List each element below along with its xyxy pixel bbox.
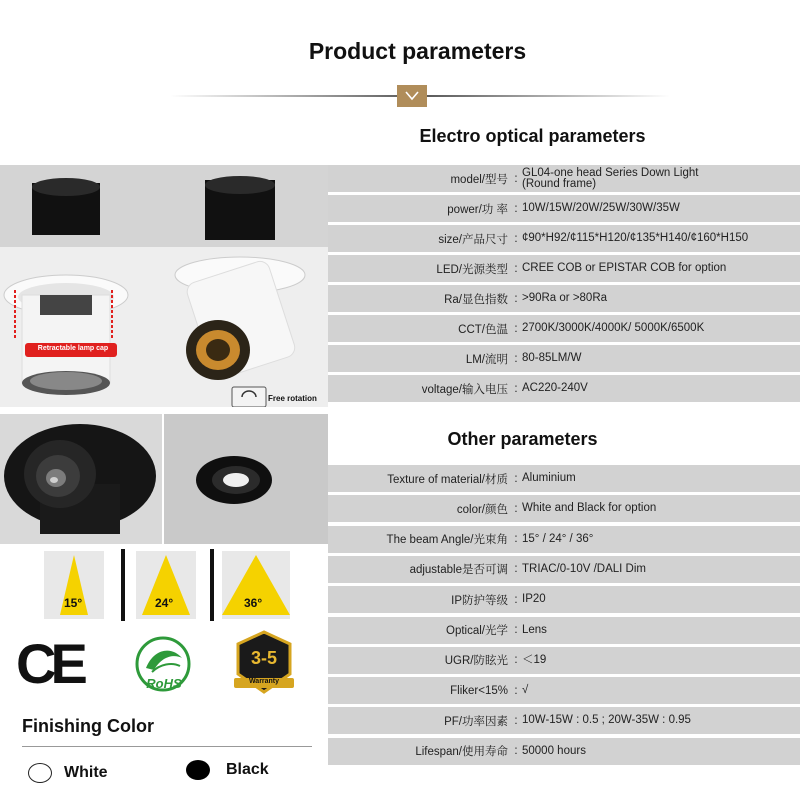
separator: : bbox=[514, 745, 518, 758]
table-row bbox=[328, 707, 800, 734]
param-label: LED/光源类型 bbox=[436, 263, 508, 276]
param-value: √ bbox=[522, 684, 529, 697]
param-value: AC220-240V bbox=[522, 382, 588, 394]
warranty-text: Warranty bbox=[248, 678, 280, 685]
table-row bbox=[328, 255, 800, 282]
param-value: 2700K/3000K/4000K/ 5000K/6500K bbox=[522, 322, 705, 334]
param-label: Fliker<15% bbox=[450, 684, 508, 697]
table-row bbox=[328, 225, 800, 252]
param-label: power/功 率 bbox=[447, 203, 508, 216]
table-row bbox=[328, 465, 800, 492]
warranty-badge bbox=[232, 630, 296, 694]
separator: : bbox=[514, 352, 518, 365]
param-value: 10W/15W/20W/25W/30W/35W bbox=[522, 202, 680, 214]
param-label: Texture of material/材质 bbox=[387, 473, 508, 486]
table-row bbox=[328, 738, 800, 765]
separator: : bbox=[514, 714, 518, 727]
table-row bbox=[328, 495, 800, 522]
param-value: CREE COB or EPISTAR COB for option bbox=[522, 262, 727, 274]
param-label: IP防护等级 bbox=[451, 594, 508, 607]
param-label: CCT/色温 bbox=[458, 323, 508, 336]
product-photo-recessed bbox=[164, 414, 328, 544]
param-label: model/型号 bbox=[450, 173, 508, 186]
param-value: 50000 hours bbox=[522, 744, 586, 757]
divider bbox=[210, 549, 214, 621]
separator: : bbox=[514, 533, 518, 546]
beam-label: 24° bbox=[155, 596, 174, 610]
rotation-label: Free rotation bbox=[268, 394, 317, 403]
separator: : bbox=[514, 654, 518, 667]
finish-option-black: Black bbox=[226, 761, 269, 778]
black-swatch-icon bbox=[186, 760, 210, 780]
separator: : bbox=[514, 382, 518, 395]
param-label: adjustable是否可调 bbox=[409, 564, 508, 577]
param-label: LM/流明 bbox=[465, 353, 508, 366]
param-value: TRIAC/0-10V /DALI Dim bbox=[522, 562, 646, 575]
param-label: color/颜色 bbox=[456, 503, 508, 516]
param-label: PF/功率因素 bbox=[444, 715, 508, 728]
product-photo-retractable bbox=[0, 165, 328, 407]
rohs-logo bbox=[132, 634, 194, 696]
param-value: White and Black for option bbox=[522, 502, 657, 515]
other-parameters-title: Other parameters bbox=[447, 429, 598, 449]
page-title: Product parameters bbox=[308, 38, 527, 64]
ce-logo: CE bbox=[16, 632, 82, 695]
separator: : bbox=[514, 684, 518, 697]
table-row bbox=[328, 195, 800, 222]
table-row bbox=[328, 315, 800, 342]
param-value: 15° / 24° / 36° bbox=[522, 532, 594, 545]
table-row bbox=[328, 526, 800, 553]
table-row bbox=[328, 586, 800, 613]
white-swatch-icon bbox=[28, 763, 52, 783]
param-value: Aluminium bbox=[522, 472, 576, 484]
param-label: size/产品尺寸 bbox=[438, 233, 508, 246]
divider bbox=[22, 746, 312, 747]
separator: : bbox=[514, 624, 518, 636]
finish-option-white: White bbox=[64, 764, 108, 781]
table-row bbox=[328, 677, 800, 704]
param-value: ¢90*H92/¢115*H120/¢135*H140/¢160*H150 bbox=[522, 232, 749, 244]
param-value: GL04-one head Series Down Light (Round frame) bbox=[522, 166, 699, 190]
warranty-number: 3-5 bbox=[250, 648, 277, 668]
param-value: 10W-15W : 0.5 ; 20W-35W : 0.95 bbox=[522, 714, 691, 727]
separator: : bbox=[514, 202, 518, 215]
product-photo-black-downlight bbox=[0, 414, 162, 544]
param-value: Lens bbox=[522, 623, 547, 636]
table-row bbox=[328, 375, 800, 402]
param-label: voltage/输入电压 bbox=[421, 383, 508, 396]
param-label: UGR/防眩光 bbox=[444, 655, 508, 668]
chevron-down-icon bbox=[397, 85, 427, 107]
divider bbox=[121, 549, 125, 621]
separator: : bbox=[514, 593, 518, 606]
separator: : bbox=[514, 472, 518, 485]
separator: : bbox=[514, 322, 518, 335]
table-row bbox=[328, 647, 800, 674]
table-row bbox=[328, 285, 800, 312]
separator: : bbox=[514, 563, 518, 576]
param-value: ＜19 bbox=[522, 653, 547, 666]
rohs-text: RoHS bbox=[146, 676, 182, 691]
electro-optical-title: Electro optical parameters bbox=[419, 126, 646, 146]
table-row bbox=[328, 345, 800, 372]
table-row bbox=[328, 165, 800, 192]
param-label: The beam Angle/光束角 bbox=[386, 534, 508, 547]
separator: : bbox=[514, 502, 518, 515]
separator: : bbox=[514, 292, 518, 305]
table-row bbox=[328, 556, 800, 583]
beam-label: 15° bbox=[64, 596, 83, 610]
param-value: 80-85LM/W bbox=[522, 352, 582, 364]
beam-label: 36° bbox=[244, 596, 263, 610]
separator: : bbox=[514, 262, 518, 275]
separator: : bbox=[514, 232, 518, 245]
param-value: IP20 bbox=[522, 593, 546, 606]
param-label: Ra/显色指数 bbox=[444, 293, 508, 306]
param-label: Lifespan/使用寿命 bbox=[415, 746, 508, 759]
separator: : bbox=[514, 172, 518, 185]
finishing-color-title: Finishing Color bbox=[22, 716, 154, 736]
retractable-label: Retractable lamp cap bbox=[37, 345, 109, 352]
table-row bbox=[328, 617, 800, 644]
param-value: >90Ra or >80Ra bbox=[522, 292, 608, 304]
param-label: Optical/光学 bbox=[446, 625, 508, 637]
